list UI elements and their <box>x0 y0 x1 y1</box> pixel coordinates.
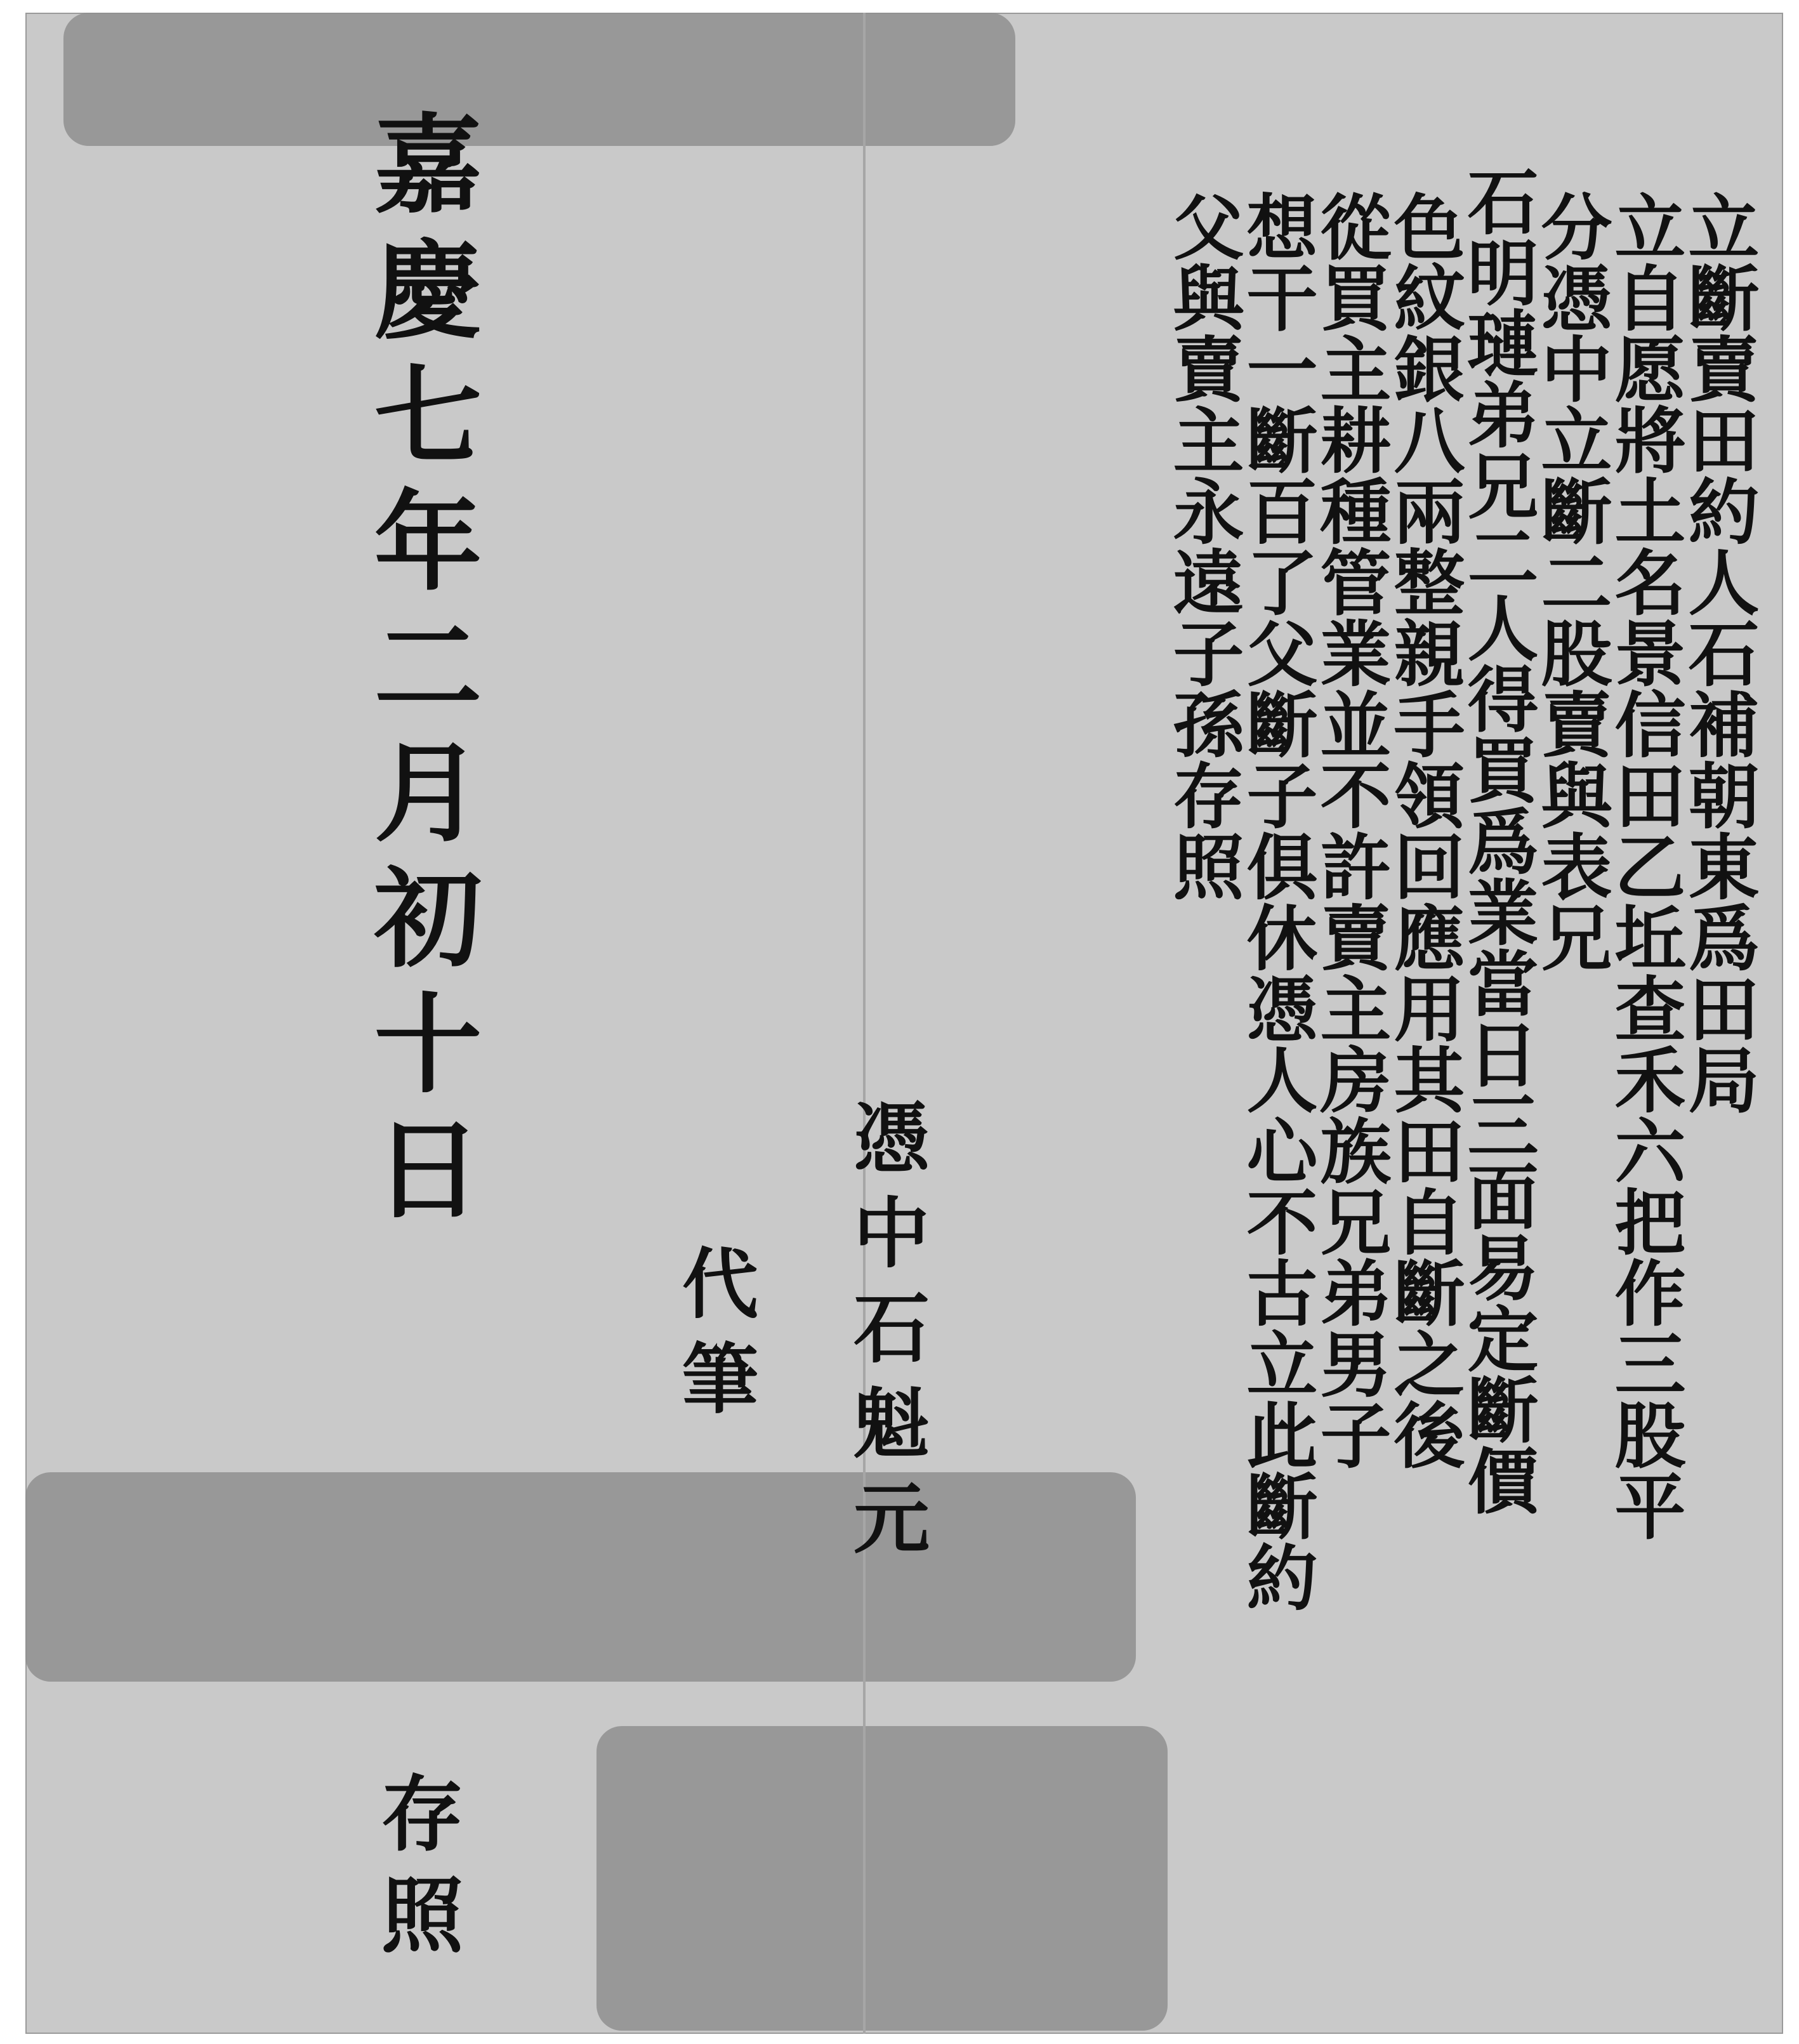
vertical-fold <box>863 13 866 2034</box>
contract-line-6: 從買主耕種管業並不許賣主房族兄弟男子 <box>1308 190 1392 1470</box>
contract-line-5: 色紋銀八兩整親手領回應用其田自斷之後 <box>1382 190 1465 1470</box>
keep-note: 存照 <box>367 1770 465 1974</box>
contract-line-8: 父與賣主永遠子孫存照 <box>1161 190 1244 901</box>
contract-line-2: 立自愿將土名景信田乙坵查禾六把作三股平 <box>1603 190 1686 1541</box>
witness-signature: 憑中石魁元 <box>841 1098 930 1574</box>
scribe-signature: 代筆 <box>669 1244 759 1434</box>
contract-line-4: 石明璉弟兄二人得買爲業當日三面易定斷價 <box>1456 165 1539 1515</box>
contract-line-7: 想干一斷百了父斷子俱休憑人心不古立此斷約 <box>1235 190 1318 1612</box>
contract-date: 嘉慶七年二月初十日 <box>355 108 482 1239</box>
contract-line-1: 立斷賣田約人石補朝東爲田局 <box>1677 190 1760 1114</box>
contract-line-3: 分憑中立斷二股賣與表兄 <box>1529 190 1612 972</box>
bottom-stain <box>25 1472 1136 1682</box>
bottom-right-stain <box>596 1726 1168 2031</box>
contract-body <box>1161 165 1760 1612</box>
top-stain <box>63 13 1015 146</box>
